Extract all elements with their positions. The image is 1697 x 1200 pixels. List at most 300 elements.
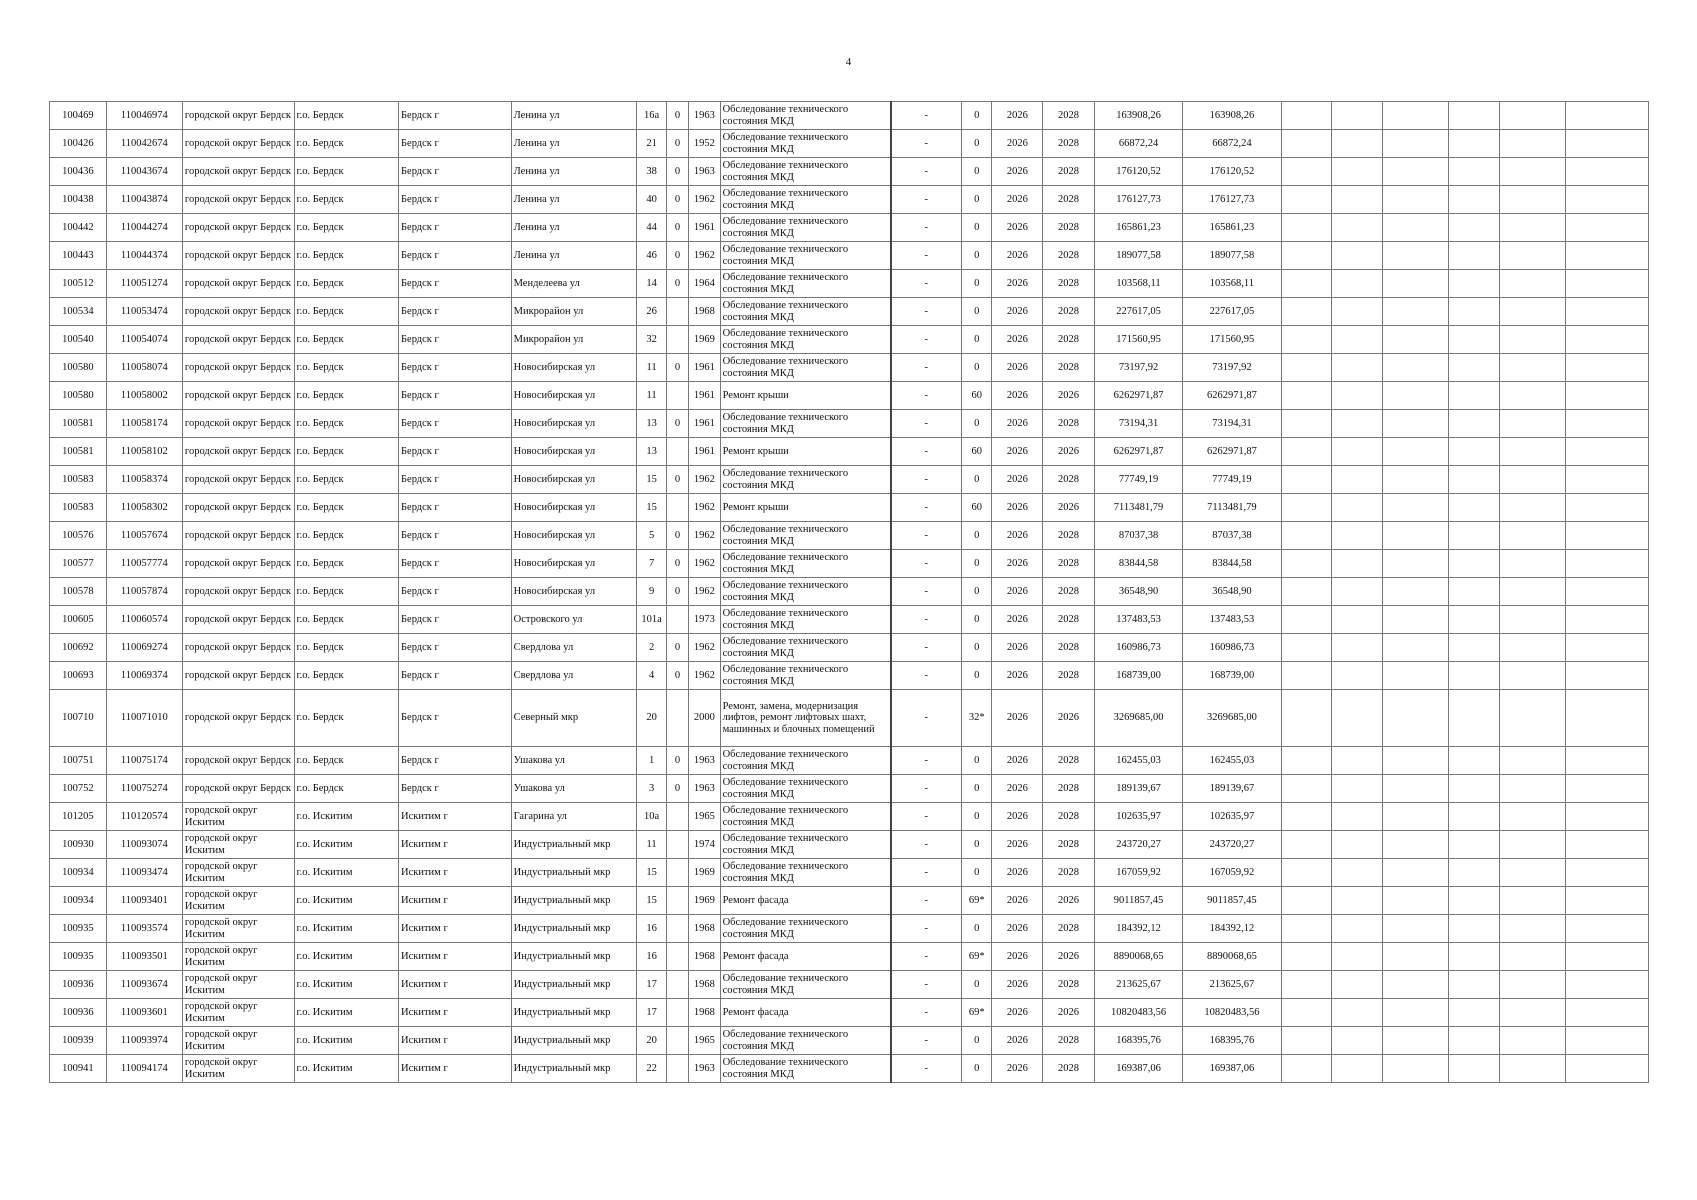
cell-year-built: 1964 xyxy=(689,270,720,298)
cell-system-id: 110054074 xyxy=(106,326,182,354)
empty-cell xyxy=(1383,214,1449,242)
cell-plan-end-year: 2028 xyxy=(1043,186,1095,214)
cell-work-type: Обследование технического состояния МКД xyxy=(720,1055,890,1083)
cell-house-number: 11 xyxy=(637,831,666,859)
empty-cell xyxy=(1281,270,1332,298)
cell-municipality: городской округ Бердск xyxy=(182,326,294,354)
cell-dash-column: - xyxy=(891,999,962,1027)
cell-municipal-unit: г.о. Бердск xyxy=(294,466,399,494)
cell-cost-fund: 73194,31 xyxy=(1183,410,1281,438)
cell-plan-end-year: 2028 xyxy=(1043,775,1095,803)
table-row xyxy=(50,747,1649,775)
cell-plan-end-year: 2028 xyxy=(1043,662,1095,690)
empty-cell xyxy=(1499,186,1565,214)
empty-cell xyxy=(1565,270,1648,298)
cell-building: 0 xyxy=(666,214,688,242)
empty-cell xyxy=(1565,747,1648,775)
cell-work-type: Обследование технического состояния МКД xyxy=(720,242,890,270)
cell-cost-fund: 213625,67 xyxy=(1183,971,1281,999)
cell-building xyxy=(666,943,688,971)
cell-plan-start-year: 2026 xyxy=(992,690,1043,747)
cell-house-number: 1 xyxy=(637,747,666,775)
cell-work-type: Обследование технического состояния МКД xyxy=(720,578,890,606)
empty-cell xyxy=(1499,326,1565,354)
cell-settlement: Бердск г xyxy=(399,634,512,662)
cell-year-built: 1961 xyxy=(689,354,720,382)
cell-work-type: Обследование технического состояния МКД xyxy=(720,662,890,690)
cell-house-number: 46 xyxy=(637,242,666,270)
empty-cell xyxy=(1332,887,1383,915)
cell-municipality: городской округ Искитим xyxy=(182,1027,294,1055)
cell-plan-start-year: 2026 xyxy=(992,747,1043,775)
cell-plan-end-year: 2028 xyxy=(1043,466,1095,494)
cell-house-number: 26 xyxy=(637,298,666,326)
cell-plan-end-year: 2028 xyxy=(1043,298,1095,326)
empty-cell xyxy=(1332,214,1383,242)
cell-plan-end-year: 2026 xyxy=(1043,438,1095,466)
cell-house-number: 22 xyxy=(637,1055,666,1083)
cell-dash-column: - xyxy=(891,438,962,466)
table-row xyxy=(50,943,1649,971)
cell-settlement: Бердск г xyxy=(399,242,512,270)
empty-cell xyxy=(1499,1027,1565,1055)
cell-work-type: Ремонт крыши xyxy=(720,382,890,410)
cell-street: Индустриальный мкр xyxy=(511,943,637,971)
table-row xyxy=(50,382,1649,410)
cell-municipal-unit: г.о. Бердск xyxy=(294,354,399,382)
empty-cell xyxy=(1281,242,1332,270)
cell-work-type: Обследование технического состояния МКД xyxy=(720,130,890,158)
empty-cell xyxy=(1332,606,1383,634)
empty-cell xyxy=(1383,522,1449,550)
cell-cost-fund: 184392,12 xyxy=(1183,915,1281,943)
cell-street: Гагарина ул xyxy=(511,803,637,831)
empty-cell xyxy=(1332,999,1383,1027)
cell-plan-start-year: 2026 xyxy=(992,326,1043,354)
cell-record-id: 100577 xyxy=(50,550,107,578)
cell-house-number: 15 xyxy=(637,887,666,915)
cell-cost-total: 10820483,56 xyxy=(1094,999,1182,1027)
cell-municipal-unit: г.о. Бердск xyxy=(294,747,399,775)
cell-house-number: 17 xyxy=(637,971,666,999)
cell-year-built: 1968 xyxy=(689,999,720,1027)
empty-cell xyxy=(1448,242,1499,270)
cell-building xyxy=(666,1027,688,1055)
cell-system-id: 110093074 xyxy=(106,831,182,859)
cell-system-id: 110044274 xyxy=(106,214,182,242)
cell-year-built: 1962 xyxy=(689,242,720,270)
cell-municipal-unit: г.о. Искитим xyxy=(294,1055,399,1083)
cell-street: Свердлова ул xyxy=(511,634,637,662)
cell-record-id: 100935 xyxy=(50,915,107,943)
cell-wear-percent: 60 xyxy=(962,494,992,522)
cell-record-id: 100583 xyxy=(50,494,107,522)
empty-cell xyxy=(1281,662,1332,690)
cell-building: 0 xyxy=(666,242,688,270)
empty-cell xyxy=(1448,494,1499,522)
cell-cost-total: 160986,73 xyxy=(1094,634,1182,662)
cell-municipal-unit: г.о. Бердск xyxy=(294,242,399,270)
cell-municipality: городской округ Искитим xyxy=(182,943,294,971)
cell-house-number: 13 xyxy=(637,410,666,438)
cell-settlement: Бердск г xyxy=(399,270,512,298)
empty-cell xyxy=(1332,270,1383,298)
empty-cell xyxy=(1332,747,1383,775)
cell-year-built: 1969 xyxy=(689,887,720,915)
cell-plan-start-year: 2026 xyxy=(992,270,1043,298)
empty-cell xyxy=(1448,662,1499,690)
cell-plan-end-year: 2028 xyxy=(1043,242,1095,270)
table-row xyxy=(50,915,1649,943)
cell-work-type: Обследование технического состояния МКД xyxy=(720,270,890,298)
cell-municipal-unit: г.о. Бердск xyxy=(294,522,399,550)
empty-cell xyxy=(1499,438,1565,466)
cell-municipal-unit: г.о. Искитим xyxy=(294,831,399,859)
table-row xyxy=(50,1027,1649,1055)
cell-plan-start-year: 2026 xyxy=(992,606,1043,634)
cell-dash-column: - xyxy=(891,915,962,943)
cell-work-type: Обследование технического состояния МКД xyxy=(720,803,890,831)
cell-wear-percent: 0 xyxy=(962,634,992,662)
cell-work-type: Ремонт крыши xyxy=(720,438,890,466)
cell-municipality: городской округ Бердск xyxy=(182,466,294,494)
empty-cell xyxy=(1565,186,1648,214)
cell-municipal-unit: г.о. Бердск xyxy=(294,326,399,354)
cell-system-id: 110093501 xyxy=(106,943,182,971)
cell-street: Северный мкр xyxy=(511,690,637,747)
table-row xyxy=(50,887,1649,915)
empty-cell xyxy=(1332,634,1383,662)
cell-cost-fund: 243720,27 xyxy=(1183,831,1281,859)
empty-cell xyxy=(1499,494,1565,522)
cell-cost-total: 73197,92 xyxy=(1094,354,1182,382)
cell-municipal-unit: г.о. Бердск xyxy=(294,214,399,242)
empty-cell xyxy=(1565,466,1648,494)
cell-street: Свердлова ул xyxy=(511,662,637,690)
table-row xyxy=(50,831,1649,859)
cell-dash-column: - xyxy=(891,690,962,747)
empty-cell xyxy=(1448,634,1499,662)
cell-system-id: 110093474 xyxy=(106,859,182,887)
cell-plan-end-year: 2028 xyxy=(1043,522,1095,550)
cell-dash-column: - xyxy=(891,270,962,298)
cell-work-type: Ремонт фасада xyxy=(720,999,890,1027)
cell-building xyxy=(666,859,688,887)
empty-cell xyxy=(1448,326,1499,354)
cell-street: Менделеева ул xyxy=(511,270,637,298)
cell-municipal-unit: г.о. Бердск xyxy=(294,775,399,803)
cell-system-id: 110057774 xyxy=(106,550,182,578)
cell-cost-total: 36548,90 xyxy=(1094,578,1182,606)
table-row xyxy=(50,158,1649,186)
cell-cost-fund: 103568,11 xyxy=(1183,270,1281,298)
cell-street: Индустриальный мкр xyxy=(511,971,637,999)
cell-cost-total: 169387,06 xyxy=(1094,1055,1182,1083)
cell-building: 0 xyxy=(666,747,688,775)
cell-street: Новосибирская ул xyxy=(511,494,637,522)
table-row xyxy=(50,466,1649,494)
cell-work-type: Ремонт фасада xyxy=(720,943,890,971)
cell-system-id: 110094174 xyxy=(106,1055,182,1083)
cell-cost-total: 213625,67 xyxy=(1094,971,1182,999)
empty-cell xyxy=(1448,943,1499,971)
table-row xyxy=(50,662,1649,690)
cell-cost-total: 165861,23 xyxy=(1094,214,1182,242)
cell-municipality: городской округ Бердск xyxy=(182,214,294,242)
cell-record-id: 100443 xyxy=(50,242,107,270)
empty-cell xyxy=(1448,690,1499,747)
empty-cell xyxy=(1448,158,1499,186)
cell-building xyxy=(666,606,688,634)
cell-system-id: 110042674 xyxy=(106,130,182,158)
cell-wear-percent: 0 xyxy=(962,606,992,634)
cell-system-id: 110058302 xyxy=(106,494,182,522)
cell-municipal-unit: г.о. Бердск xyxy=(294,410,399,438)
cell-wear-percent: 0 xyxy=(962,354,992,382)
cell-settlement: Искитим г xyxy=(399,887,512,915)
cell-municipality: городской округ Бердск xyxy=(182,634,294,662)
cell-municipality: городской округ Искитим xyxy=(182,887,294,915)
cell-settlement: Бердск г xyxy=(399,775,512,803)
cell-dash-column: - xyxy=(891,831,962,859)
cell-work-type: Обследование технического состояния МКД xyxy=(720,354,890,382)
cell-municipality: городской округ Искитим xyxy=(182,999,294,1027)
cell-record-id: 100936 xyxy=(50,999,107,1027)
empty-cell xyxy=(1499,859,1565,887)
empty-cell xyxy=(1332,494,1383,522)
cell-street: Островского ул xyxy=(511,606,637,634)
cell-municipality: городской округ Бердск xyxy=(182,186,294,214)
cell-year-built: 1965 xyxy=(689,803,720,831)
cell-year-built: 1965 xyxy=(689,1027,720,1055)
cell-work-type: Обследование технического состояния МКД xyxy=(720,831,890,859)
cell-dash-column: - xyxy=(891,130,962,158)
cell-wear-percent: 0 xyxy=(962,662,992,690)
cell-cost-total: 168739,00 xyxy=(1094,662,1182,690)
cell-house-number: 15 xyxy=(637,466,666,494)
cell-municipality: городской округ Искитим xyxy=(182,859,294,887)
cell-house-number: 16 xyxy=(637,915,666,943)
empty-cell xyxy=(1383,186,1449,214)
cell-cost-total: 6262971,87 xyxy=(1094,382,1182,410)
cell-plan-start-year: 2026 xyxy=(992,831,1043,859)
cell-settlement: Искитим г xyxy=(399,915,512,943)
empty-cell xyxy=(1565,999,1648,1027)
empty-cell xyxy=(1565,522,1648,550)
empty-cell xyxy=(1281,831,1332,859)
cell-work-type: Обследование технического состояния МКД xyxy=(720,775,890,803)
cell-street: Индустриальный мкр xyxy=(511,1027,637,1055)
empty-cell xyxy=(1383,747,1449,775)
cell-plan-start-year: 2026 xyxy=(992,186,1043,214)
cell-street: Новосибирская ул xyxy=(511,578,637,606)
empty-cell xyxy=(1565,1055,1648,1083)
cell-cost-total: 243720,27 xyxy=(1094,831,1182,859)
empty-cell xyxy=(1499,943,1565,971)
cell-house-number: 44 xyxy=(637,214,666,242)
cell-year-built: 1963 xyxy=(689,102,720,130)
empty-cell xyxy=(1448,270,1499,298)
table-row xyxy=(50,606,1649,634)
empty-cell xyxy=(1383,606,1449,634)
cell-plan-start-year: 2026 xyxy=(992,158,1043,186)
cell-building: 0 xyxy=(666,550,688,578)
empty-cell xyxy=(1383,438,1449,466)
cell-year-built: 1961 xyxy=(689,214,720,242)
table-row xyxy=(50,550,1649,578)
cell-municipal-unit: г.о. Бердск xyxy=(294,606,399,634)
cell-work-type: Обследование технического состояния МКД xyxy=(720,1027,890,1055)
empty-cell xyxy=(1332,438,1383,466)
cell-plan-end-year: 2028 xyxy=(1043,606,1095,634)
cell-record-id: 100534 xyxy=(50,298,107,326)
cell-house-number: 4 xyxy=(637,662,666,690)
table-row xyxy=(50,298,1649,326)
empty-cell xyxy=(1565,831,1648,859)
cell-wear-percent: 0 xyxy=(962,102,992,130)
cell-house-number: 5 xyxy=(637,522,666,550)
cell-settlement: Бердск г xyxy=(399,326,512,354)
cell-dash-column: - xyxy=(891,102,962,130)
cell-building xyxy=(666,915,688,943)
cell-record-id: 100442 xyxy=(50,214,107,242)
cell-municipality: городской округ Бердск xyxy=(182,690,294,747)
cell-cost-fund: 176120,52 xyxy=(1183,158,1281,186)
empty-cell xyxy=(1332,186,1383,214)
empty-cell xyxy=(1448,578,1499,606)
cell-cost-total: 227617,05 xyxy=(1094,298,1182,326)
empty-cell xyxy=(1565,214,1648,242)
empty-cell xyxy=(1281,522,1332,550)
empty-cell xyxy=(1499,354,1565,382)
cell-street: Индустриальный мкр xyxy=(511,1055,637,1083)
cell-plan-start-year: 2026 xyxy=(992,382,1043,410)
cell-work-type: Обследование технического состояния МКД xyxy=(720,326,890,354)
cell-system-id: 110057674 xyxy=(106,522,182,550)
cell-record-id: 100583 xyxy=(50,466,107,494)
cell-plan-start-year: 2026 xyxy=(992,130,1043,158)
cell-municipal-unit: г.о. Бердск xyxy=(294,550,399,578)
empty-cell xyxy=(1281,859,1332,887)
cell-record-id: 100436 xyxy=(50,158,107,186)
cell-municipality: городской округ Искитим xyxy=(182,831,294,859)
table-row xyxy=(50,578,1649,606)
cell-dash-column: - xyxy=(891,634,962,662)
cell-plan-end-year: 2028 xyxy=(1043,1027,1095,1055)
empty-cell xyxy=(1281,466,1332,494)
cell-plan-start-year: 2026 xyxy=(992,887,1043,915)
cell-plan-start-year: 2026 xyxy=(992,550,1043,578)
table-row xyxy=(50,270,1649,298)
cell-wear-percent: 60 xyxy=(962,382,992,410)
cell-settlement: Бердск г xyxy=(399,382,512,410)
cell-building: 0 xyxy=(666,130,688,158)
cell-system-id: 110093674 xyxy=(106,971,182,999)
cell-cost-total: 176127,73 xyxy=(1094,186,1182,214)
cell-year-built: 1962 xyxy=(689,466,720,494)
cell-municipality: городской округ Бердск xyxy=(182,410,294,438)
empty-cell xyxy=(1448,382,1499,410)
cell-work-type: Ремонт, замена, модернизация лифтов, ремонт лифтовых шахт, машинных и блочных помещений xyxy=(720,690,890,747)
table-row xyxy=(50,803,1649,831)
empty-cell xyxy=(1383,130,1449,158)
empty-cell xyxy=(1332,831,1383,859)
cell-municipality: городской округ Бердск xyxy=(182,242,294,270)
cell-building xyxy=(666,803,688,831)
empty-cell xyxy=(1499,158,1565,186)
cell-record-id: 100438 xyxy=(50,186,107,214)
empty-cell xyxy=(1383,550,1449,578)
cell-dash-column: - xyxy=(891,186,962,214)
cell-year-built: 1962 xyxy=(689,634,720,662)
empty-cell xyxy=(1383,242,1449,270)
empty-cell xyxy=(1565,354,1648,382)
table-row xyxy=(50,494,1649,522)
cell-plan-start-year: 2026 xyxy=(992,410,1043,438)
cell-system-id: 110058174 xyxy=(106,410,182,438)
cell-building: 0 xyxy=(666,186,688,214)
cell-municipality: городской округ Бердск xyxy=(182,662,294,690)
cell-record-id: 101205 xyxy=(50,803,107,831)
cell-municipal-unit: г.о. Бердск xyxy=(294,130,399,158)
empty-cell xyxy=(1383,662,1449,690)
empty-cell xyxy=(1332,522,1383,550)
cell-municipality: городской округ Бердск xyxy=(182,298,294,326)
cell-system-id: 110093974 xyxy=(106,1027,182,1055)
empty-cell xyxy=(1281,1055,1332,1083)
cell-building xyxy=(666,1055,688,1083)
empty-cell xyxy=(1281,298,1332,326)
cell-house-number: 9 xyxy=(637,578,666,606)
cell-work-type: Обследование технического состояния МКД xyxy=(720,915,890,943)
cell-dash-column: - xyxy=(891,943,962,971)
cell-municipal-unit: г.о. Бердск xyxy=(294,382,399,410)
empty-cell xyxy=(1383,690,1449,747)
empty-cell xyxy=(1332,242,1383,270)
cell-plan-start-year: 2026 xyxy=(992,915,1043,943)
cell-plan-start-year: 2026 xyxy=(992,662,1043,690)
empty-cell xyxy=(1448,831,1499,859)
cell-municipal-unit: г.о. Бердск xyxy=(294,494,399,522)
cell-cost-total: 163908,26 xyxy=(1094,102,1182,130)
cell-house-number: 20 xyxy=(637,1027,666,1055)
empty-cell xyxy=(1332,1027,1383,1055)
cell-plan-end-year: 2026 xyxy=(1043,999,1095,1027)
cell-cost-total: 176120,52 xyxy=(1094,158,1182,186)
cell-house-number: 15 xyxy=(637,494,666,522)
empty-cell xyxy=(1383,270,1449,298)
table-row xyxy=(50,438,1649,466)
cell-record-id: 100426 xyxy=(50,130,107,158)
cell-house-number: 16а xyxy=(637,102,666,130)
cell-system-id: 110093401 xyxy=(106,887,182,915)
cell-cost-fund: 6262971,87 xyxy=(1183,438,1281,466)
cell-wear-percent: 0 xyxy=(962,747,992,775)
cell-year-built: 1962 xyxy=(689,578,720,606)
empty-cell xyxy=(1448,102,1499,130)
table-row xyxy=(50,214,1649,242)
cell-cost-fund: 6262971,87 xyxy=(1183,382,1281,410)
table-row xyxy=(50,690,1649,747)
empty-cell xyxy=(1332,803,1383,831)
empty-cell xyxy=(1281,943,1332,971)
cell-system-id: 110093574 xyxy=(106,915,182,943)
empty-cell xyxy=(1499,298,1565,326)
cell-house-number: 11 xyxy=(637,354,666,382)
cell-street: Индустриальный мкр xyxy=(511,887,637,915)
cell-record-id: 100752 xyxy=(50,775,107,803)
cell-building: 0 xyxy=(666,466,688,494)
